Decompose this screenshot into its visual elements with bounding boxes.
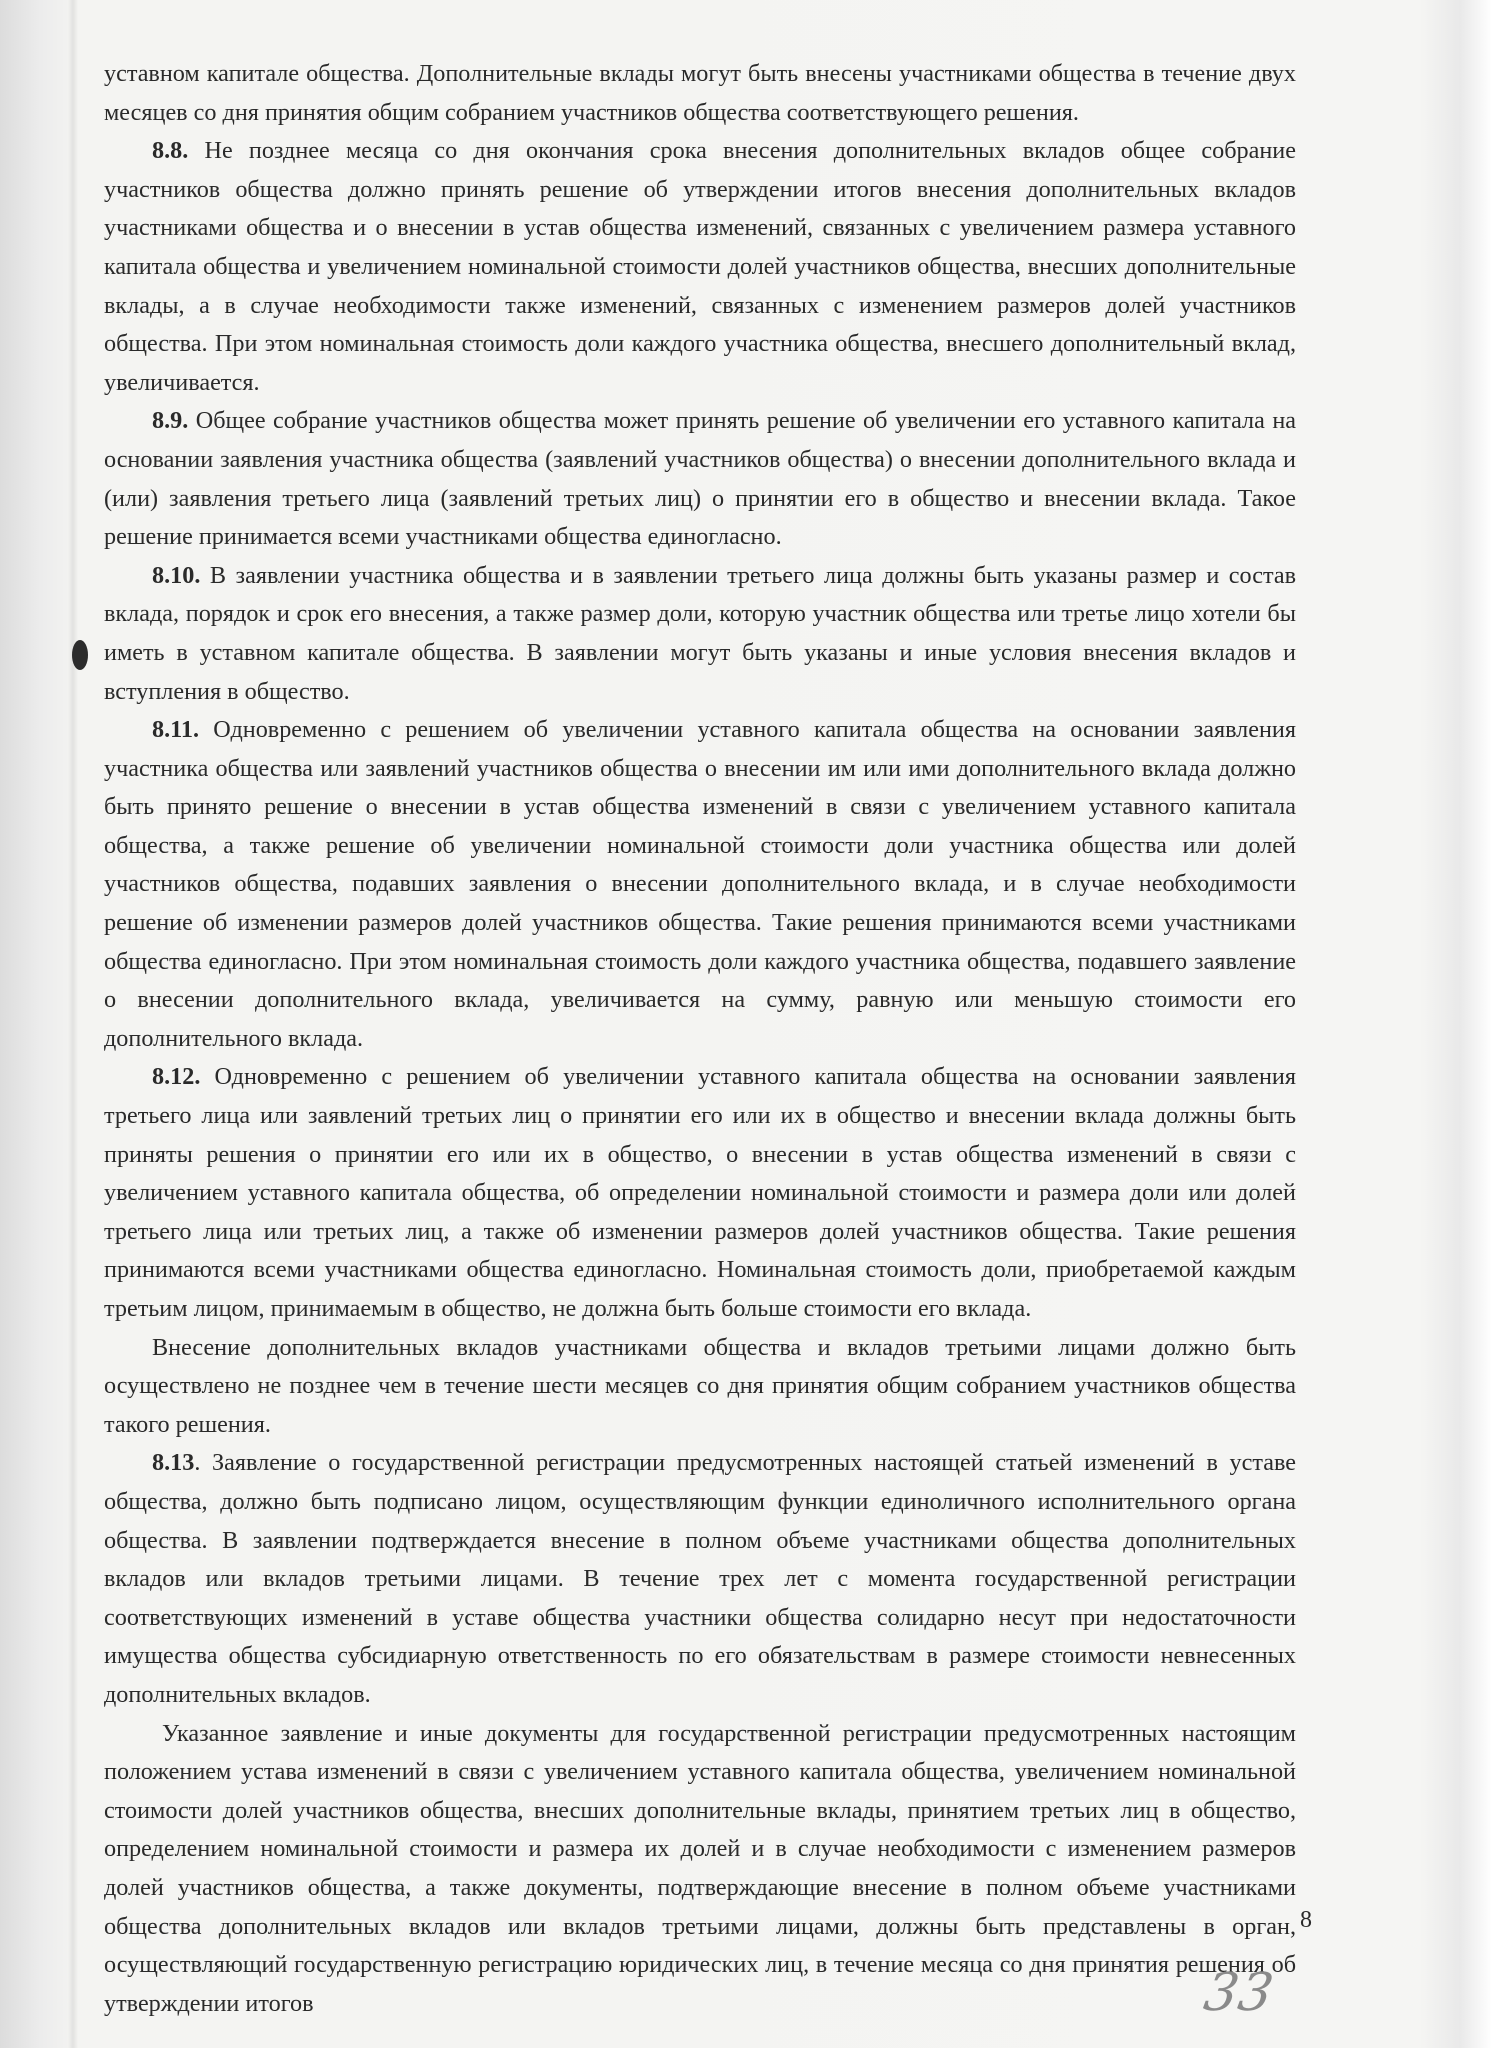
clause-number: 8.12. xyxy=(152,1063,201,1091)
paragraph-text: Одновременно с решением об увеличении уставного капитала общества на основании заявления третьего лица или заявлений третьих лиц о принятии его или их в общество и внесении вклада должны быть приняты решения о принятии его или их в общество, о внесении в устав общества изменений в связи с увеличением уставного капитала общества, об определении номинальной стоимости и размера доли или долей третьего лица или третьих лиц, а также об изменении размеров долей участников общества. Такие решения принимаются всеми участниками общества единогласно. Номинальная стоимость доли, приобретаемой каждым третьим лицом, принимаемым в общество, не должна быть больше стоимости его вклада. xyxy=(104,1063,1296,1322)
paragraph-text: уставном капитале общества. Дополнительные вклады могут быть внесены участниками общества в течение двух месяцев со дня принятия общим собранием участников общества соответствующего решения. xyxy=(104,60,1296,126)
handwritten-sheet-number: 33 xyxy=(1199,1963,1279,2023)
clause-number: 8.8. xyxy=(152,137,189,165)
paragraph-text: Одновременно с решением об увеличении уставного капитала общества на основании заявления участника общества или заявлений участников общества о внесении им или ими дополнительного вклада должно быть принято решение о внесении в устав общества изменений в связи с увеличением уставного капитала общества, а также решение об увеличении номинальной стоимости доли участника общества или долей участников общества, подавших заявления о внесении дополнительного вклада, и в случае необходимости решение об изменении размеров долей участников общества. Такие решения принимаются всеми участниками общества единогласно. При этом номинальная стоимость доли каждого участника общества, подавшего заявление о внесении дополнительного вклада, увеличивается на сумму, равную или меньшую стоимости его дополнительного вклада. xyxy=(104,716,1296,1052)
clause-number: 8.10. xyxy=(152,561,201,589)
clause-number: 8.13 xyxy=(152,1449,195,1477)
document-body xyxy=(104,55,1296,2023)
paragraph-continuation xyxy=(104,55,1296,132)
paragraph-text: В заявлении участника общества и в заявлении третьего лица должны быть указаны размер и состав вклада, порядок и срок его внесения, а также размер доли, которую участник общества или третье лицо хотели бы иметь в уставном капитале общества. В заявлении могут быть указаны и иные условия внесения вкладов и вступления в общество. xyxy=(104,561,1296,705)
paragraph-8-11 xyxy=(104,711,1296,1058)
paragraph-8-8 xyxy=(104,132,1296,402)
page-number: 8 xyxy=(1300,1907,1312,1933)
paragraph-text: . Заявление о государственной регистрации предусмотренных настоящей статьей изменений в уставе общества, должно быть подписано лицом, осуществляющим функции единоличного исполнительного органа общества. В заявлении подтверждается внесение в полном объеме участниками общества дополнительных вкладов или вкладов третьими лицами. В течение трех лет с момента государственной регистрации соответствующих изменений в уставе общества участники общества солидарно несут при недостаточности имущества общества субсидиарную ответственность по его обязательствам в размере стоимости невнесенных дополнительных вкладов. xyxy=(104,1449,1296,1708)
paragraph-text: Не позднее месяца со дня окончания срока внесения дополнительных вкладов общее собрание участников общества должно принять решение об утверждении итогов внесения дополнительных вкладов участниками общества и о внесении в устав общества изменений, связанных с увеличением размера уставного капитала общества и увеличением номинальной стоимости долей участников общества, внесших дополнительные вклады, а в случае необходимости также изменений, связанных с изменением размеров долей участников общества. При этом номинальная стоимость доли каждого участника общества, внесшего дополнительный вклад, увеличивается. xyxy=(104,137,1296,396)
paragraph-text: Внесение дополнительных вкладов участниками общества и вкладов третьими лицами должно быть осуществлено не позднее чем в течение шести месяцев со дня принятия общим собранием участников общества такого решения. xyxy=(104,1333,1296,1438)
paragraph-8-13 xyxy=(104,1444,1296,1714)
paragraph-8-10 xyxy=(104,557,1296,711)
binding-fold xyxy=(68,0,78,2048)
paragraph-contributions-deadline xyxy=(104,1329,1296,1445)
paragraph-registration-documents xyxy=(104,1715,1296,2024)
clause-number: 8.9. xyxy=(152,407,189,435)
paragraph-text: Общее собрание участников общества может принять решение об увеличении его уставного капитала на основании заявления участника общества (заявлений участников общества) о внесении дополнительного вклада и (или) заявления третьего лица (заявлений третьих лиц) о принятии его в общество и внесении вклада. Такое решение принимается всеми участниками общества единогласно. xyxy=(104,407,1296,551)
punch-hole xyxy=(72,640,88,670)
paragraph-8-12 xyxy=(104,1058,1296,1328)
clause-number: 8.11. xyxy=(152,716,200,744)
paragraph-text: Указанное заявление и иные документы для государственной регистрации предусмотренных настоящим положением устава изменений в связи с увеличением уставного капитала общества, увеличением номинальной стоимости долей участников общества, внесших дополнительные вклады, принятием третьих лиц в общество, определением номинальной стоимости и размера их долей и в случае необходимости с изменением размеров долей участников общества, а также документы, подтверждающие внесение в полном объеме участниками общества дополнительных вкладов или вкладов третьими лицами, должны быть представлены в орган, осуществляющий государственную регистрацию юридических лиц, в течение месяца со дня принятия решения об утверждении итогов xyxy=(104,1719,1296,2017)
paragraph-8-9 xyxy=(104,402,1296,556)
